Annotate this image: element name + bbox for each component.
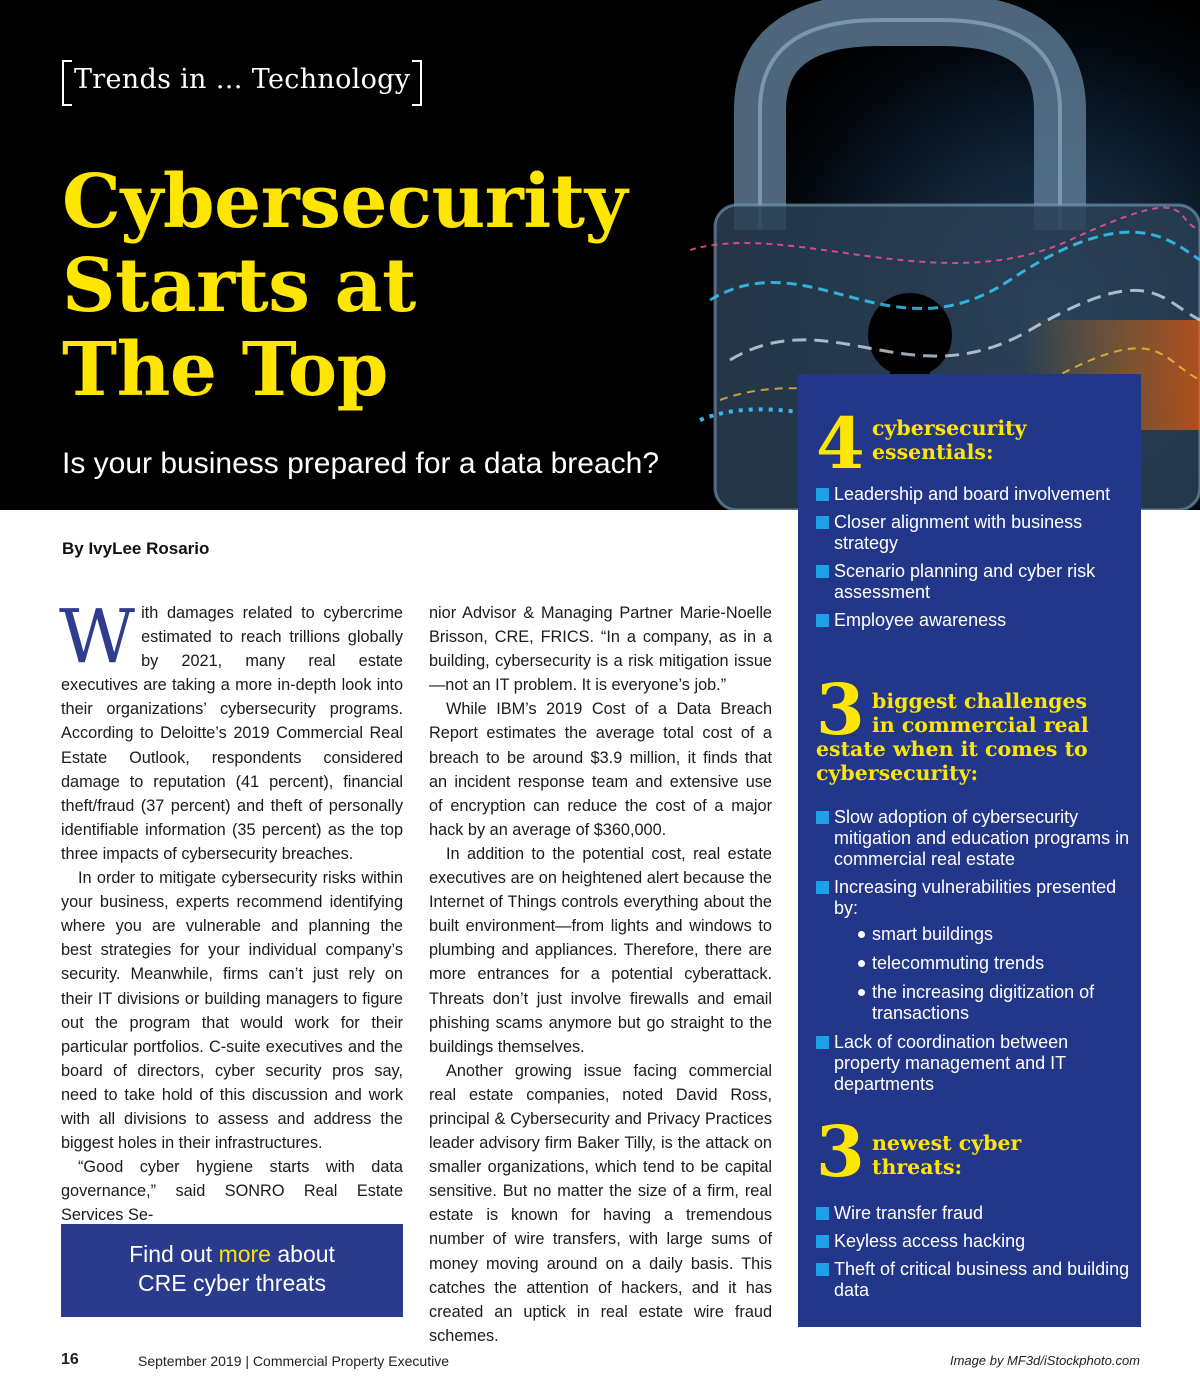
bullet-dot-icon [858,989,865,996]
image-credit: Image by MF3d/iStockphoto.com [949,1353,1140,1368]
cta-line-2: CRE cyber threats [138,1270,326,1296]
bullet-square-icon [816,488,829,501]
essentials-list [816,484,1132,631]
bullet-dot-icon [858,931,865,938]
bullet-square-icon [816,565,829,578]
list-item: Closer alignment with business strategy [816,512,1132,554]
article-column-2 [429,601,772,1348]
bullet-square-icon [816,614,829,627]
sub-list-item: the increasing digitization of transactions [854,982,1132,1024]
page-title [62,160,762,412]
sub-list-item: smart buildings [854,924,1132,945]
byline: By IvyLee Rosario [62,539,210,558]
list-item: Lack of coordination between property management and IT departments [816,1032,1132,1095]
publication-info: September 2019 | Commercial Property Executive [138,1353,449,1369]
bullet-square-icon [816,881,829,894]
paragraph: In addition to the potential cost, real estate executives are on heightened alert because the Internet of Things controls everything about the built environment—from lights and windows to plumbing and appliances. Therefore, there are more entrances for a potential cyberattack. Threats don’t just involve firewalls and email phishing scams anymore but go straight to the buildings themselves. [429,844,772,1056]
drop-cap: W [59,594,136,680]
list-item: Scenario planning and cyber risk assessment [816,561,1132,603]
sub-list-item: telecommuting trends [854,953,1132,974]
paragraph: “Good cyber hygiene starts with data governance,” said SONRO Real Estate Services Se- [61,1158,403,1225]
paragraph: While IBM’s 2019 Cost of a Data Breach Report estimates the average total cost of a breach to be around $3.9 million, it finds that an incident response team and extensive use of encryption can reduce the cost of a major hack by an average of $360,000. [429,700,772,839]
bullet-dot-icon [858,960,865,967]
bullet-square-icon [816,1263,829,1276]
section-heading: newest cyber threats: [872,1131,1022,1179]
vulnerabilities-sublist [854,924,1132,1024]
list-item: Slow adoption of cybersecurity mitigation and education programs in commercial real estate [816,807,1132,870]
sidebar-box [798,374,1141,1327]
list-item: Leadership and board involvement [816,484,1132,505]
bullet-square-icon [816,1235,829,1248]
cta-line-1: Find out more about [129,1241,335,1267]
title-line-1: Cybersecurity [62,159,628,245]
bullet-square-icon [816,516,829,529]
list-item: Employee awareness [816,610,1132,631]
page-number: 16 [61,1351,79,1368]
paragraph: Another growing issue facing commercial real estate companies, noted David Ross, principal & Cybersecurity and Privacy Practices leader advisory firm Baker Tilly, is the attack on smaller organizations, which tend to be capital sensitive. But no matter the size of a firm, real estate is known for having a tremendous number of wire transfers, with large sums of money moving around on a daily basis. This catches the attention of hackers, and it has created an uptick in real estate wire fraud schemes. [429,1061,772,1345]
sidebar-section-threats [816,1110,1132,1308]
threats-list [816,1203,1132,1301]
bullet-square-icon [816,1036,829,1049]
title-line-2: Starts at [62,243,416,329]
big-number: 3 [816,668,865,751]
challenges-list [816,807,1132,1095]
subheadline: Is your business prepared for a data breach? [62,447,660,480]
sidebar-section-essentials [816,402,1132,638]
article-column-1 [59,594,403,1227]
section-kicker: Trends in … Technology [62,60,422,104]
title-line-3: The Top [62,327,388,413]
paragraph: nior Advisor & Managing Partner Marie-Noelle Brisson, CRE, FRICS. “In a company, as in a building, cybersecurity is a risk mitigation issue—not an IT problem. It is everyone’s job.” [429,604,772,695]
section-heading: biggest challenges in commercial real estate when it comes to cybersecurity: [816,689,1089,785]
list-item: Wire transfer fraud [816,1203,1132,1224]
bullet-square-icon [816,811,829,824]
section-heading: cybersecurity essentials: [872,416,1027,464]
cta-highlight: more [218,1241,271,1267]
big-number: 4 [816,402,865,485]
list-item: Keyless access hacking [816,1231,1132,1252]
list-item: Theft of critical business and building data [816,1259,1132,1301]
find-out-more-box[interactable] [61,1224,403,1317]
paragraph: With damages related to cybercrime estimated to reach trillions globally by 2021, many real estate executives are taking a more in-depth look into their organizations’ cybersecurity programs. According to Deloitte’s 2019 Commercial Real Estate Outlook, respondents considered damage to reputation (41 percent), financial theft/fraud (37 percent) and theft of personally identifiable information (35 percent) as the top three impacts of cybersecurity breaches. [59,594,403,863]
sidebar-section-challenges [816,668,1132,1102]
list-item: Increasing vulnerabilities presented by: smart buildings telecommuting trends the increasing digitization of transactions [816,877,1132,1024]
bullet-square-icon [816,1207,829,1220]
big-number: 3 [816,1110,865,1193]
paragraph: In order to mitigate cybersecurity risks within your business, experts recommend identifying where you are vulnerable and planning the best strategies for your individual company’s security. Meanwhile, firms can’t just rely on their IT divisions or building managers to figure out the program that would work for their particular portfolios. C-suite executives and the board of directors, cyber security pros say, need to take hold of this discussion and work with all divisions to assess and address the biggest holes in their infrastructures. [61,869,403,1153]
